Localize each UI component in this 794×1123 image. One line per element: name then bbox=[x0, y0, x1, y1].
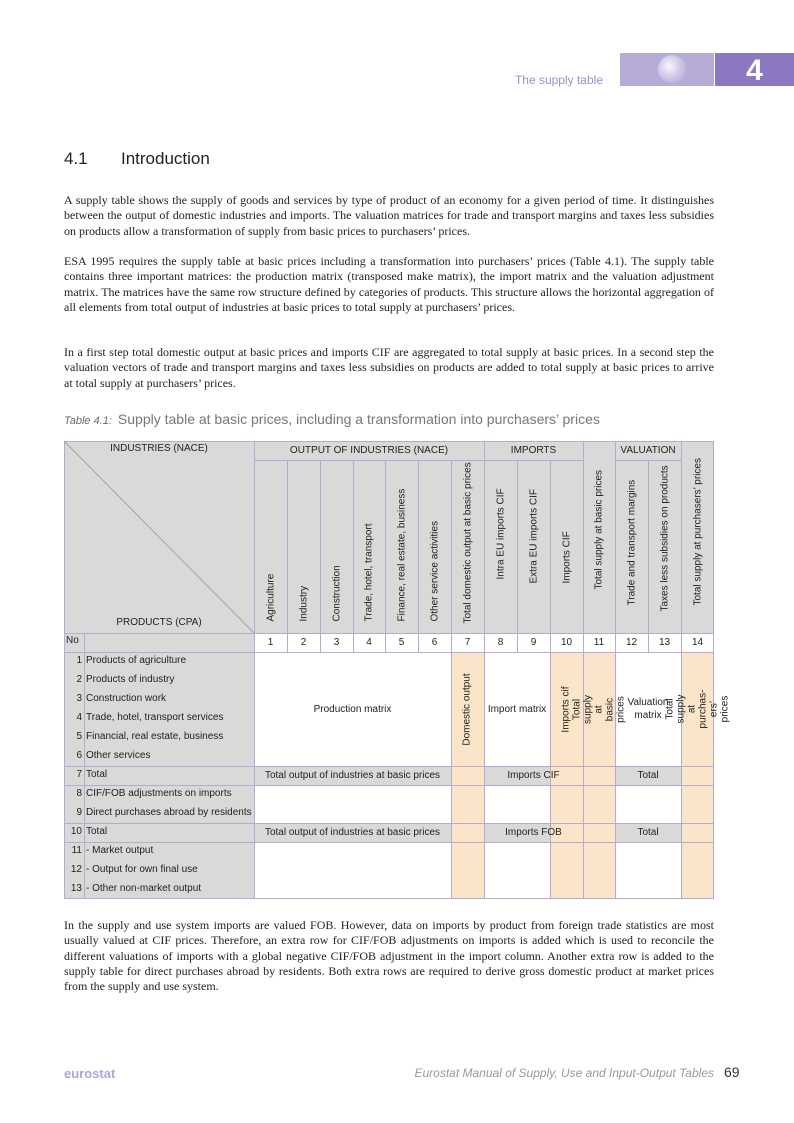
col-number-3: 3 bbox=[333, 637, 340, 648]
col-header-9: Extra EU imports CIF bbox=[528, 489, 539, 584]
row-label: Products of agriculture bbox=[86, 655, 187, 666]
row10-imports-fob: Imports FOB bbox=[505, 827, 562, 838]
table-caption-text: Supply table at basic prices, including a transformation into purchasers’ prices bbox=[117, 411, 600, 427]
row-number: 10 bbox=[70, 826, 82, 837]
valuation-matrix: Valuation matrix bbox=[627, 697, 669, 721]
col-number-2: 2 bbox=[300, 637, 307, 648]
row-number: 3 bbox=[76, 693, 82, 704]
import-matrix: Import matrix bbox=[487, 703, 547, 715]
row-label: - Output for own final use bbox=[86, 864, 198, 875]
col-number-14: 14 bbox=[691, 637, 704, 648]
row-label: CIF/FOB adjustments on imports bbox=[86, 788, 232, 799]
col-number-13: 13 bbox=[658, 637, 671, 648]
row-label: Trade, hotel, transport services bbox=[86, 712, 224, 723]
row-label: Financial, real estate, business bbox=[86, 731, 224, 742]
row-number: 9 bbox=[76, 807, 82, 818]
imports-cif-vector: Imports cif bbox=[561, 685, 572, 733]
col-header-10: Imports CIF bbox=[561, 531, 572, 584]
eurostat-logo: eurostat bbox=[64, 1066, 116, 1081]
col-number-1: 1 bbox=[267, 637, 274, 648]
row7-total-output: Total output of industries at basic prices bbox=[264, 770, 441, 781]
col-number-6: 6 bbox=[431, 637, 438, 648]
row-label: Total bbox=[86, 769, 108, 780]
col-header-7: Total domestic output at basic prices bbox=[462, 462, 473, 624]
col-header-14: Total supply at purchasers’ prices bbox=[692, 458, 703, 606]
globe-icon bbox=[658, 55, 686, 83]
total-supply-basic-vector: Total supply at basic prices bbox=[571, 694, 627, 724]
col-header-8: Intra EU imports CIF bbox=[495, 488, 506, 580]
row-number: 2 bbox=[76, 674, 82, 685]
publication-title: Eurostat Manual of Supply, Use and Input-Output Tables bbox=[414, 1066, 714, 1080]
row-label: Total bbox=[86, 826, 108, 837]
row-label: Construction work bbox=[86, 693, 167, 704]
header-decoration bbox=[620, 53, 714, 86]
row-number: 6 bbox=[76, 750, 82, 761]
col-number-11: 11 bbox=[593, 637, 605, 648]
col-header-2: Industry bbox=[298, 585, 309, 622]
col-number-4: 4 bbox=[366, 637, 372, 648]
row-number: 7 bbox=[76, 769, 82, 780]
col-number-8: 8 bbox=[497, 637, 504, 648]
page-number: 69 bbox=[724, 1064, 740, 1080]
row7-imports-cif: Imports CIF bbox=[507, 770, 560, 781]
col-header-5: Finance, real estate, business bbox=[396, 488, 407, 622]
corner-products-label: PRODUCTS (CPA) bbox=[116, 617, 202, 628]
corner-industries-label: INDUSTRIES (NACE) bbox=[110, 443, 208, 454]
col-number-5: 5 bbox=[398, 637, 405, 648]
col-header-3: Construction bbox=[331, 565, 342, 622]
paragraph-4: In the supply and use system imports are valued FOB. However, data on imports by product from foreign trade statistics are most usually valued at CIF prices. Therefore, an extra row for CIF/FOB adjustments on imports is added which is used to reconcile the different valuations of imports with a global negative CIF/FOB adjustment in the import column. Another extra row is added to the supply table for direct purchases abroad by residents. Both extra rows are required to derive gross domestic product at market prices from the supply and use system. bbox=[64, 918, 714, 994]
section-number: 4.1 bbox=[64, 149, 88, 168]
col-header-6: Other service activities bbox=[429, 520, 440, 622]
table-caption bbox=[64, 411, 600, 427]
row-label: Other services bbox=[86, 750, 151, 761]
row-number: 13 bbox=[70, 883, 82, 894]
row-number: 4 bbox=[76, 712, 82, 723]
running-header-title: The supply table bbox=[514, 73, 603, 87]
paragraph-3: In a first step total domestic output at basic prices and imports CIF are aggregated to total supply at basic prices. In a second step the valuation vectors of trade and transport margins and taxes less subsidies on products are added to total supply at basic prices to arrive at total supply at purchasers’ prices. bbox=[64, 345, 714, 390]
row7-valuation-total: Total bbox=[637, 770, 659, 781]
row-number: 1 bbox=[76, 655, 82, 666]
row-number: 12 bbox=[70, 864, 82, 875]
domestic-output-vector: Domestic output bbox=[462, 672, 474, 746]
group-output-header: OUTPUT OF INDUSTRIES (NACE) bbox=[289, 445, 449, 456]
paragraph-1: A supply table shows the supply of goods and services by type of product of an economy for a given period of time. It distinguishes between the output of domestic industries and imports. The valuation matrices for trade and transport margins and taxes less subsidies on products allow a transformation of supply from basic prices to purchasers’ prices. bbox=[64, 193, 714, 238]
production-matrix: Production matrix bbox=[313, 703, 392, 715]
paragraph-2: ESA 1995 requires the supply table at basic prices including a transformation into purchasers’ prices (Table 4.1). The supply table contains three important matrices: the production matrix (transposed make matrix), the import matrix and the valuation adjustment matrix. The matrices have the same row structure defined by categories of products. This structure allows the horizontal aggregation of all elements from total output of industries at basic prices to total supply at purchasers’ prices. bbox=[64, 254, 714, 314]
col-header-4: Trade, hotel, transport bbox=[363, 523, 375, 622]
col-number-12: 12 bbox=[625, 637, 638, 648]
no-label: No bbox=[66, 635, 79, 646]
col-number-9: 9 bbox=[530, 637, 537, 648]
row-number: 11 bbox=[71, 845, 82, 856]
col-header-12: Trade and transport margins bbox=[626, 479, 637, 606]
row-label: Products of industry bbox=[86, 674, 175, 685]
row10-valuation-total: Total bbox=[637, 827, 659, 838]
col-header-11: Total supply at basic prices bbox=[593, 469, 605, 590]
col-number-10: 10 bbox=[560, 637, 573, 648]
group-imports-header: IMPORTS bbox=[510, 445, 557, 456]
row-label: - Other non-market output bbox=[86, 883, 202, 894]
row-label: Direct purchases abroad by residents bbox=[86, 807, 252, 818]
group-valuation-header: VALUATION bbox=[620, 445, 676, 456]
section-title: Introduction bbox=[121, 149, 210, 168]
total-supply-purchasers-vector: Total supply at purchas-ers’ prices bbox=[664, 689, 731, 729]
chapter-number: 4 bbox=[715, 53, 794, 86]
row10-total-output: Total output of industries at basic prices bbox=[264, 827, 441, 838]
row-number: 5 bbox=[76, 731, 82, 742]
row-label: - Market output bbox=[86, 845, 154, 856]
supply-table bbox=[64, 441, 731, 899]
col-number-7: 7 bbox=[464, 637, 471, 648]
table-label: Table 4.1: bbox=[64, 415, 112, 427]
col-header-13: Taxes less subsidies on products bbox=[659, 465, 670, 612]
col-header-1: Agriculture bbox=[265, 573, 276, 622]
row-number: 8 bbox=[76, 788, 82, 799]
